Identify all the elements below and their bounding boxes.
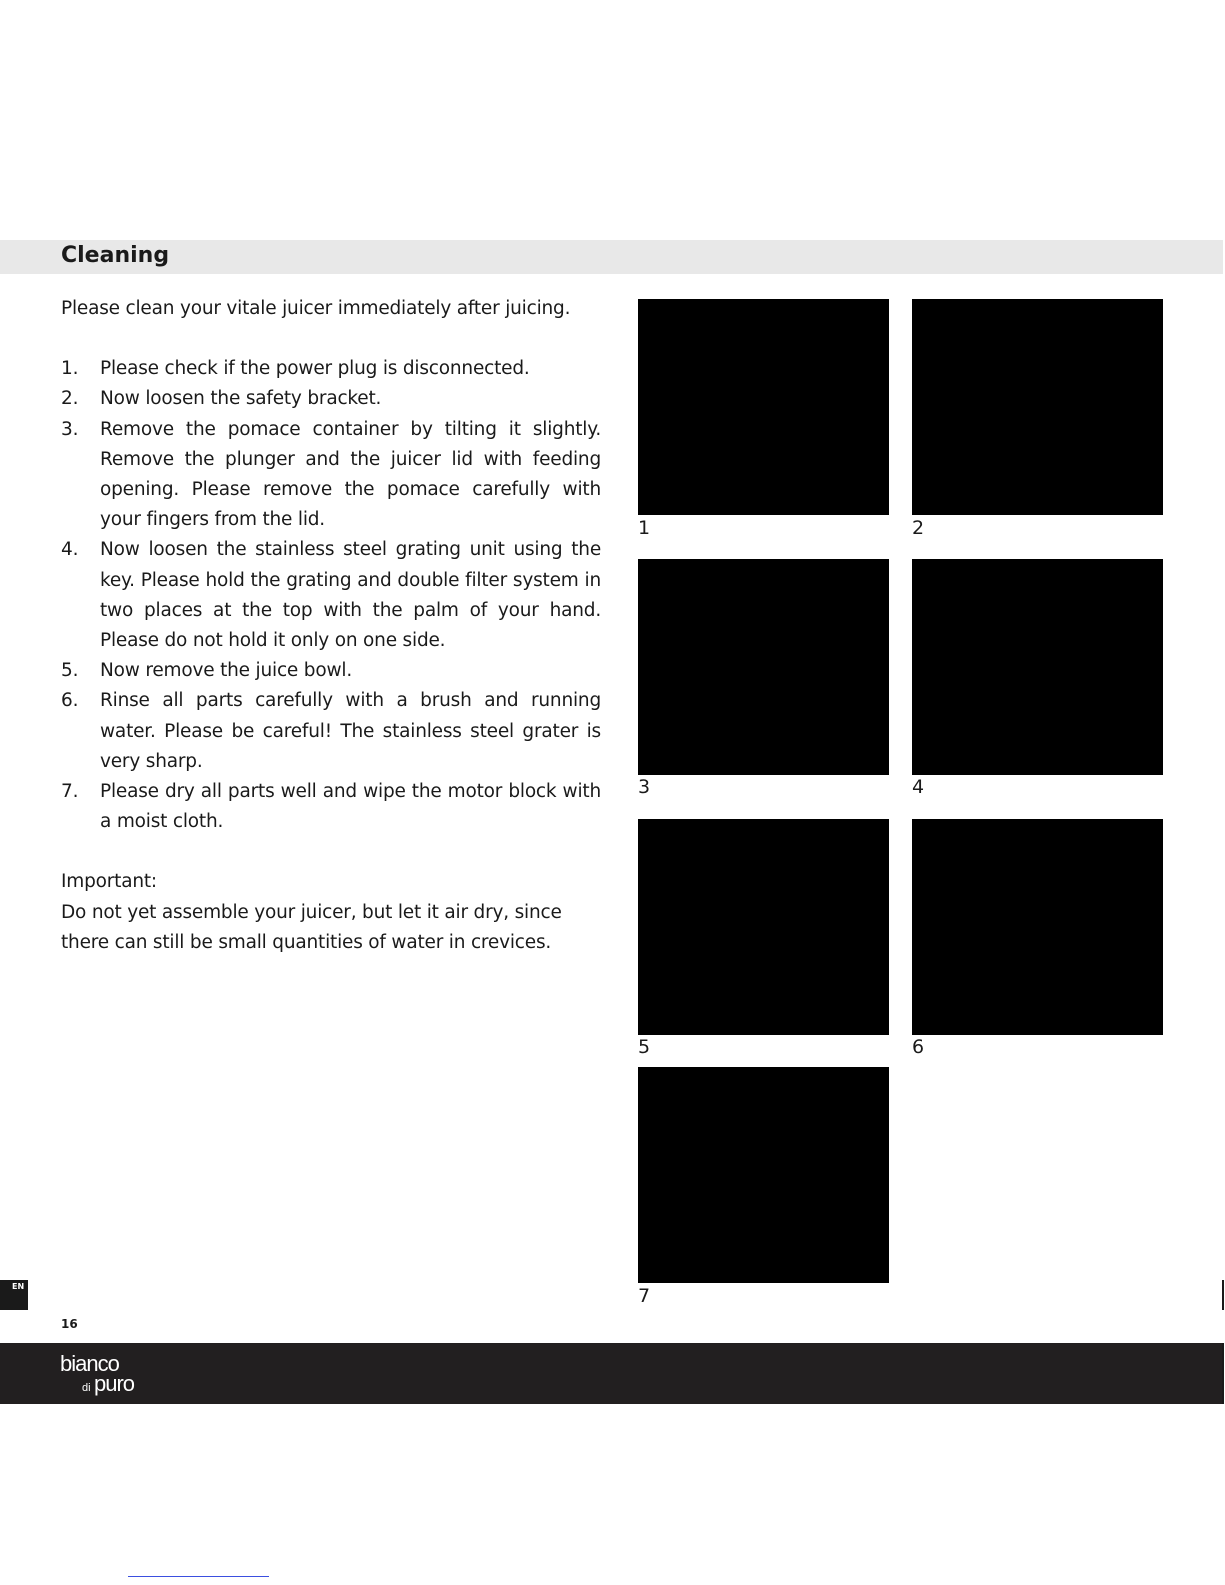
figure-image-5 <box>638 819 889 1035</box>
crop-mark <box>1222 1343 1224 1404</box>
language-tab <box>0 1280 28 1310</box>
figure-caption-6: 6 <box>912 1036 925 1058</box>
list-item: 6. Rinse all parts carefully with a brush and running water. Please be careful! The stainless steel grater is very sharp. <box>61 690 601 772</box>
figure-caption-4: 4 <box>912 776 925 798</box>
crop-mark <box>1222 1280 1224 1310</box>
figure-caption-3: 3 <box>638 776 651 798</box>
intro-text: Please clean your vitale juicer immediately after juicing. <box>61 298 571 319</box>
figure-image-6 <box>912 819 1163 1035</box>
language-tab-label: EN <box>12 1282 25 1291</box>
important-text: Do not yet assemble your juicer, but let it air dry, since there can still be small quantities of water in crevices. <box>61 901 562 953</box>
important-label: Important: <box>61 871 157 893</box>
brand-logo-line1: bianco <box>60 1351 119 1376</box>
figure-image-2 <box>912 299 1163 515</box>
list-item: 4. Now loosen the stainless steel grating unit using the key. Please hold the grating and double filter system in two places at the top with the palm of your hand. Please do not hold it only on one side. <box>61 539 601 652</box>
figure-image-7 <box>638 1067 889 1283</box>
figure-image-1 <box>638 299 889 515</box>
figure-caption-2: 2 <box>912 517 925 539</box>
brand-logo <box>58 1347 158 1397</box>
section-title-band <box>0 240 1223 274</box>
figure-image-4 <box>912 559 1163 775</box>
steps-list <box>61 354 601 837</box>
list-item: 3. Remove the pomace container by tilting it slightly. Remove the plunger and the juicer lid with feeding opening. Please remove the pomace carefully with your fingers from the lid. <box>61 418 601 531</box>
figure-caption-5: 5 <box>638 1036 651 1058</box>
page-number: 16 <box>61 1317 78 1331</box>
list-item: 2. Now loosen the safety bracket. <box>61 388 382 410</box>
figure-caption-1: 1 <box>638 517 651 539</box>
list-item: 1. Please check if the power plug is disconnected. <box>61 358 530 380</box>
section-title: Cleaning <box>61 243 170 268</box>
instructions-column <box>61 294 601 958</box>
list-item: 7. Please dry all parts well and wipe the motor block with a moist cloth. <box>61 781 601 833</box>
link-underline <box>128 1576 269 1577</box>
footer-bar <box>0 1343 1223 1404</box>
figure-image-3 <box>638 559 889 775</box>
brand-logo-prefix: di <box>82 1382 91 1394</box>
list-item: 5. Now remove the juice bowl. <box>61 660 352 682</box>
brand-logo-line2: puro <box>94 1371 135 1396</box>
figure-caption-7: 7 <box>638 1285 651 1307</box>
